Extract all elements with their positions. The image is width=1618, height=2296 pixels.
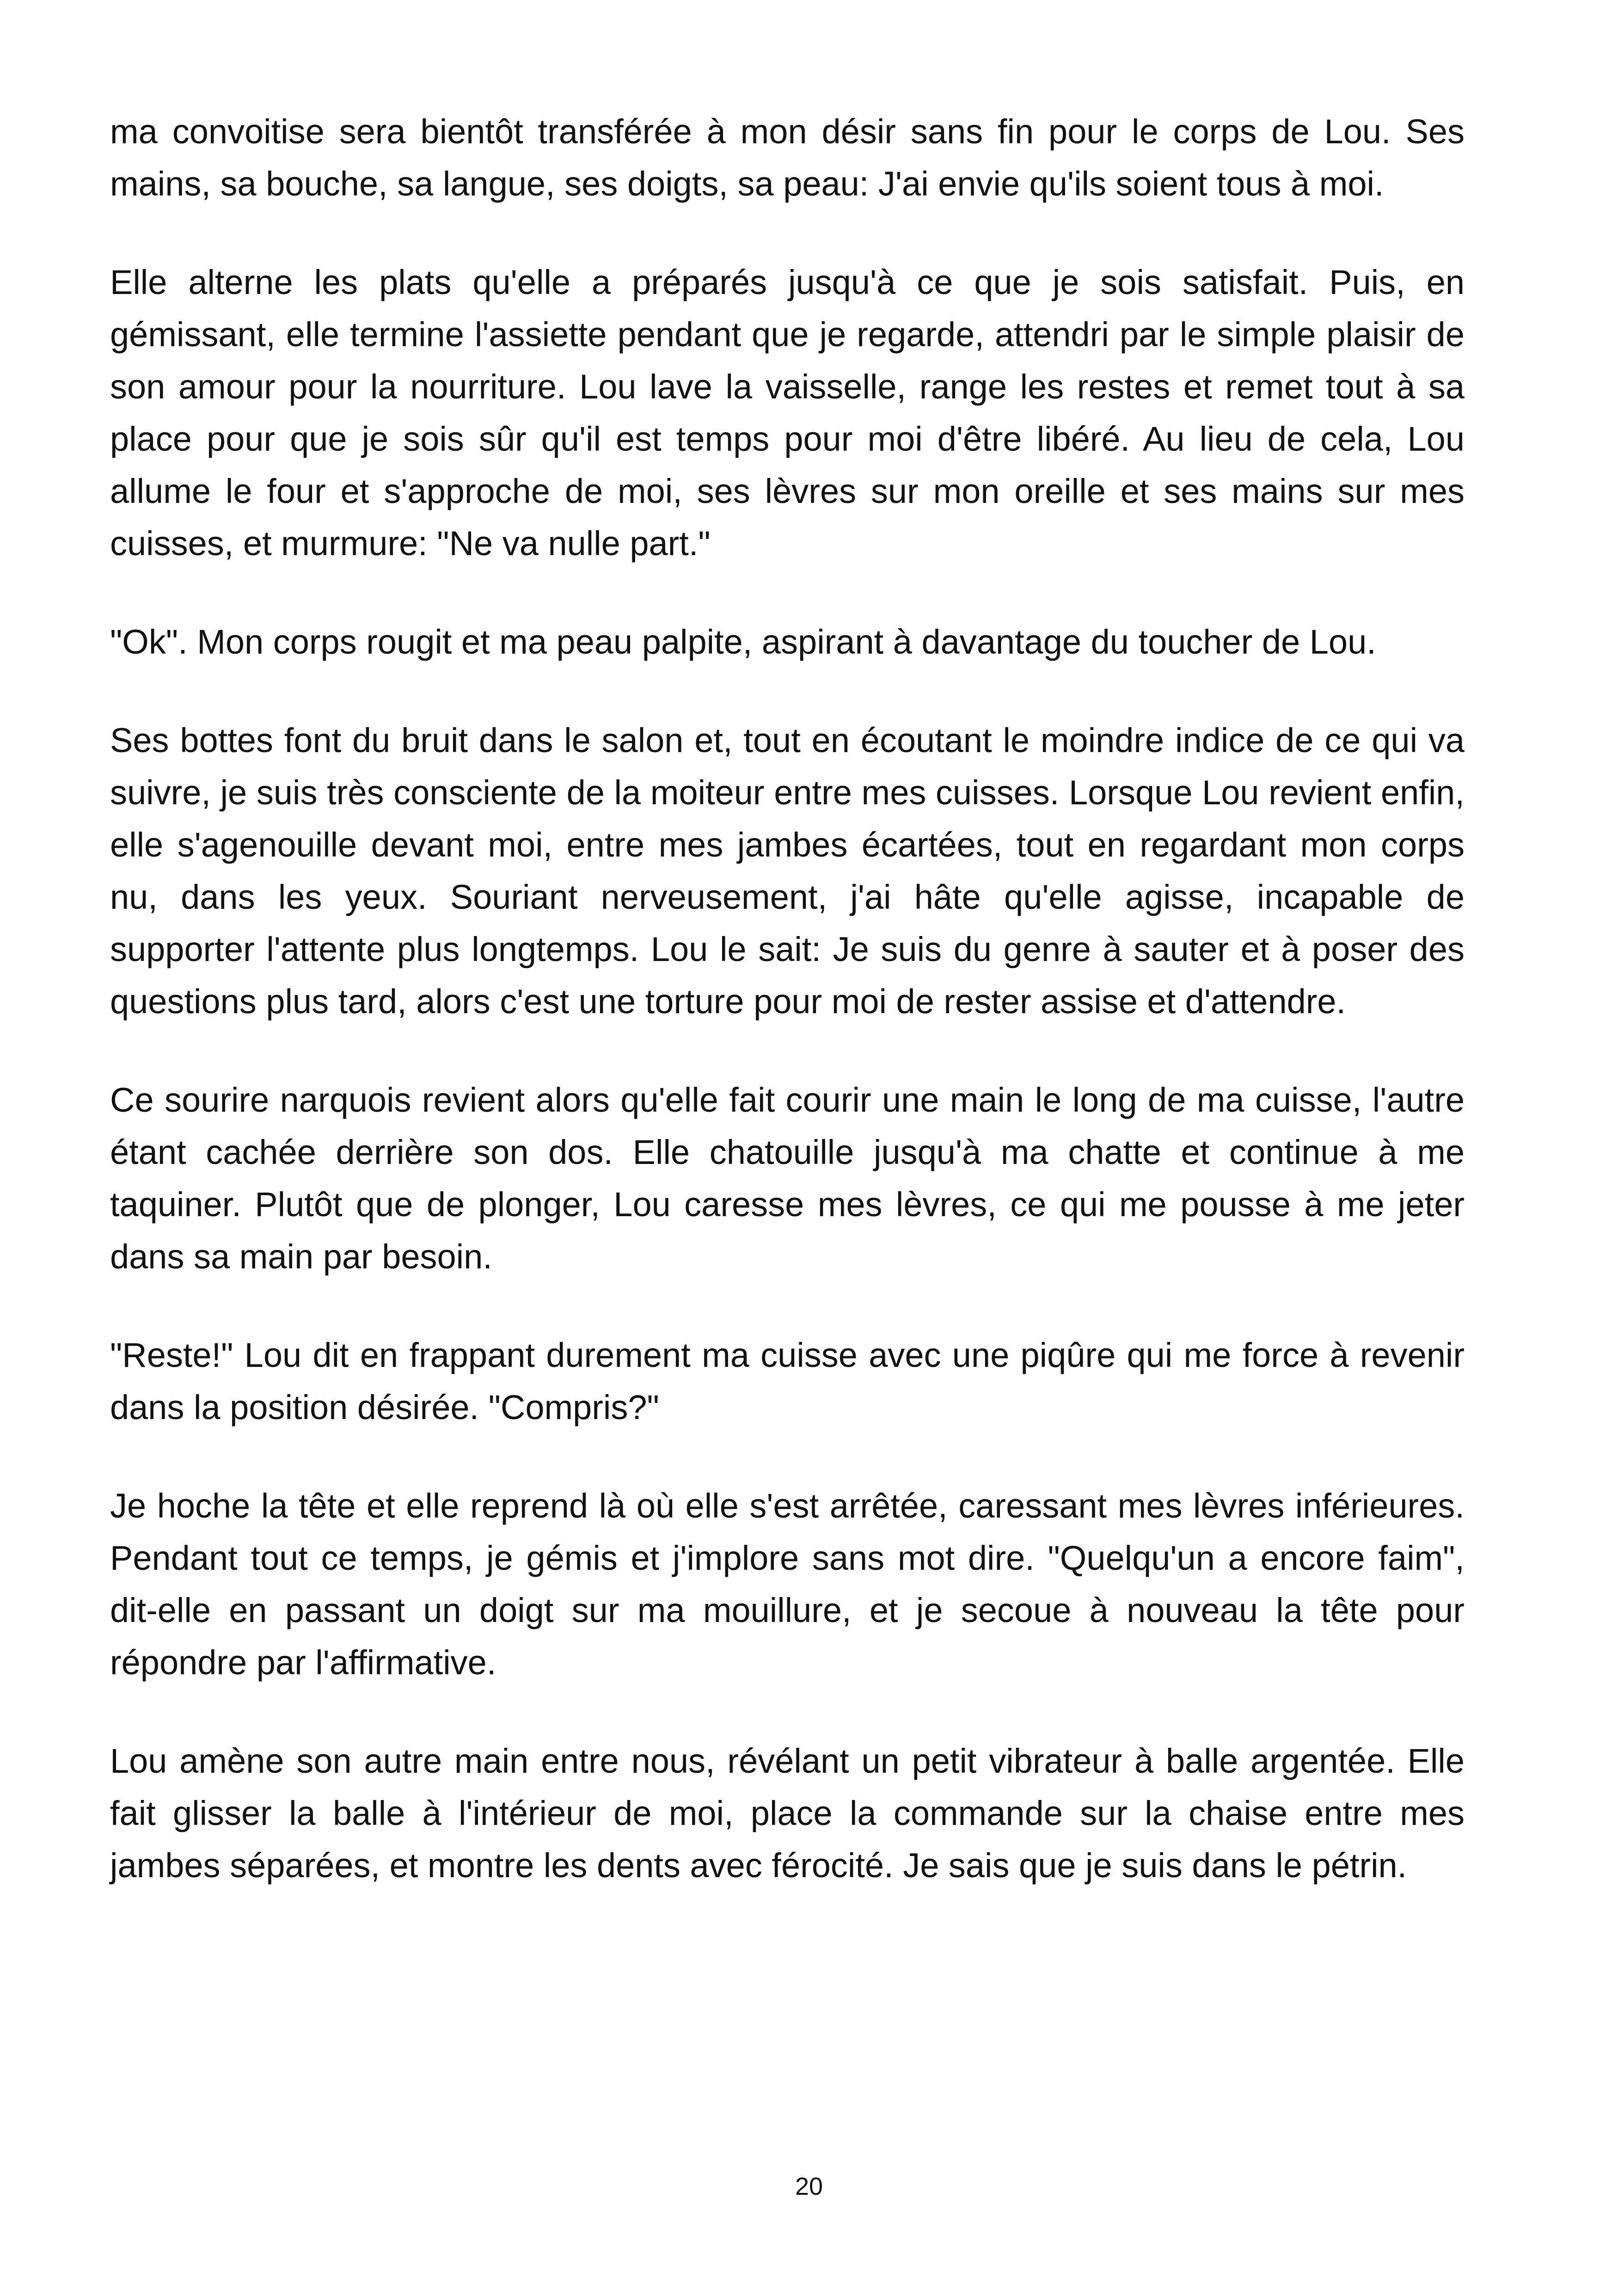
paragraph-2: Elle alterne les plats qu'elle a préparés jusqu'à ce que je sois satisfait. Puis, en gémissant, elle termine l'assiette pendant que je regarde, attendri par le simple plaisir de son amour pour la nourriture. Lou lave la vaisselle, range les restes et remet tout à sa place pour que je sois sûr qu'il est temps pour moi d'être libéré. Au lieu de cela, Lou allume le four et s'approche de moi, ses lèvres sur mon oreille et ses mains sur mes cuisses, et murmure: "Ne va nulle part." (110, 263, 1465, 563)
paragraph-1: ma convoitise sera bientôt transférée à mon désir sans fin pour le corps de Lou. Ses mains, sa bouche, sa langue, ses doigts, sa peau: J'ai envie qu'ils soient tous à moi. (110, 112, 1465, 203)
paragraph-8: Lou amène son autre main entre nous, révélant un petit vibrateur à balle argentée. Elle fait glisser la balle à l'intérieur de moi, place la commande sur la chaise entre mes jambes séparées, et montre les dents avec férocité. Je sais que je suis dans le pétrin. (110, 1742, 1465, 1885)
paragraph-6: "Reste!" Lou dit en frappant durement ma cuisse avec une piqûre qui me force à revenir dans la position désirée. "Compris?" (110, 1336, 1465, 1427)
paragraph-7: Je hoche la tête et elle reprend là où elle s'est arrêtée, caressant mes lèvres inférieures. Pendant tout ce temps, je gémis et j'implore sans mot dire. "Quelqu'un a encore faim", dit-elle en passant un doigt sur ma mouillure, et je secoue à nouveau la tête pour répondre par l'affirmative. (110, 1487, 1465, 1682)
paragraph-3: "Ok". Mon corps rougit et ma peau palpite, aspirant à davantage du toucher de Lou. (110, 623, 1376, 661)
page-body (110, 105, 1465, 1938)
page-number: 20 (795, 2173, 823, 2200)
paragraph-5: Ce sourire narquois revient alors qu'elle fait courir une main le long de ma cuisse, l'autre étant cachée derrière son dos. Elle chatouille jusqu'à ma chatte et continue à me taquiner. Plutôt que de plonger, Lou caresse mes lèvres, ce qui me pousse à me jeter dans sa main par besoin. (110, 1081, 1465, 1276)
paragraph-4: Ses bottes font du bruit dans le salon et, tout en écoutant le moindre indice de ce qui va suivre, je suis très consciente de la moiteur entre mes cuisses. Lorsque Lou revient enfin, elle s'agenouille devant moi, entre mes jambes écartées, tout en regardant mon corps nu, dans les yeux. Souriant nerveusement, j'ai hâte qu'elle agisse, incapable de supporter l'attente plus longtemps. Lou le sait: Je suis du genre à sauter et à poser des questions plus tard, alors c'est une torture pour moi de rester assise et d'attendre. (110, 721, 1465, 1021)
